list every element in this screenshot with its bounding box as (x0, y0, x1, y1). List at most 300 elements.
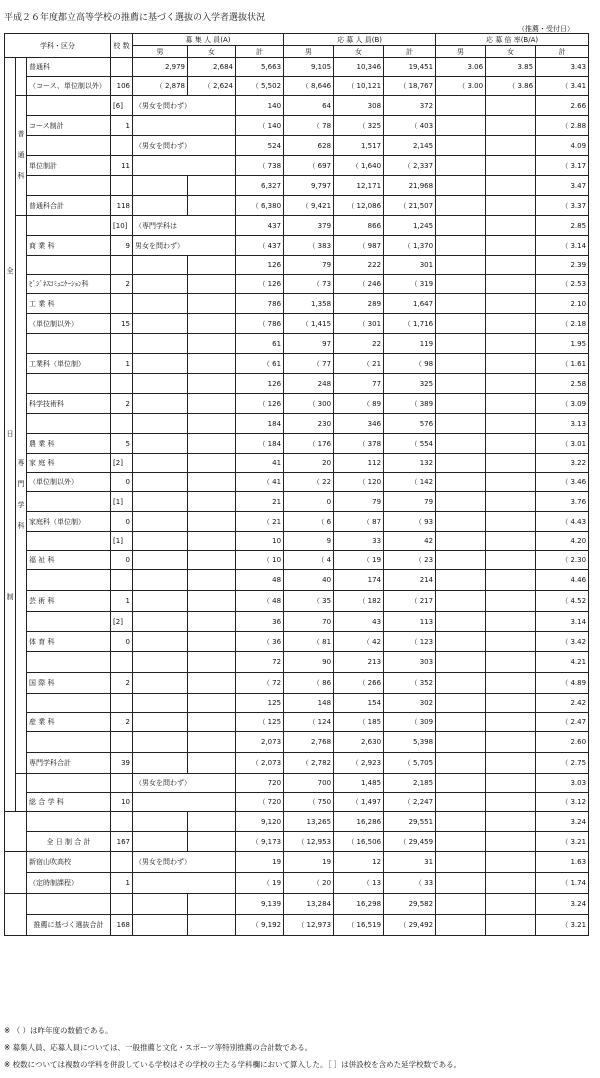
value-cell (486, 394, 536, 414)
row-label: 普通科合計 (27, 196, 111, 216)
school-count: 1 (111, 116, 133, 136)
value-cell: 119 (384, 334, 436, 354)
value-cell: （ 2,923 (334, 753, 384, 774)
value-cell (436, 216, 486, 236)
vertical-char: 制 (6, 593, 14, 601)
row-label (27, 334, 111, 354)
value-cell (188, 394, 236, 414)
value-cell: 628 (284, 136, 334, 156)
table-row (5, 136, 589, 156)
value-cell (486, 694, 536, 713)
value-cell: （ 3.41 (536, 77, 589, 96)
value-cell: （ 10 (236, 551, 284, 570)
value-cell: 79 (334, 492, 384, 512)
school-count (111, 732, 133, 753)
value-cell: 112 (334, 454, 384, 473)
note-cell: （男女を問わず） (133, 852, 236, 873)
table-row (5, 414, 589, 434)
value-cell (436, 176, 486, 196)
value-cell (133, 873, 236, 894)
value-cell: （ 176 (284, 434, 334, 454)
value-cell: （ 2,247 (384, 793, 436, 812)
table-row (5, 551, 589, 570)
value-cell: 10,346 (334, 58, 384, 77)
footnote: ※ 募集人員、応募人員については、一般推薦と文化・スポーツ等特別推薦の合計数である。 (4, 1043, 313, 1052)
value-cell: （ 5,502 (236, 77, 284, 96)
header-schools: 校 数 (111, 34, 133, 58)
header-recruit: 募 集 人 員(A) (133, 34, 284, 46)
value-cell: （ 3.37 (536, 196, 589, 216)
school-count (111, 58, 133, 77)
value-cell: （ 9,192 (236, 915, 284, 936)
value-cell (133, 492, 188, 512)
value-cell (133, 454, 188, 473)
table-row (5, 774, 589, 793)
value-cell: 372 (384, 96, 436, 116)
value-cell (133, 275, 188, 294)
table-row (5, 216, 589, 236)
row-label: コース制計 (27, 116, 111, 136)
value-cell: 379 (284, 216, 334, 236)
value-cell: （ 41 (236, 473, 284, 492)
row-label: 総 合 学 科 (27, 793, 111, 812)
header-total: 計 (384, 46, 436, 58)
school-count: 0 (111, 551, 133, 570)
value-cell: （ 378 (334, 434, 384, 454)
school-count: [2] (111, 612, 133, 632)
value-cell (486, 632, 536, 652)
school-count (111, 334, 133, 354)
value-cell: （ 77 (284, 354, 334, 374)
row-label: 国 際 科 (27, 673, 111, 694)
value-cell: （ 3.46 (536, 473, 589, 492)
value-cell (133, 434, 188, 454)
value-cell (133, 532, 188, 551)
value-cell (486, 915, 536, 936)
value-cell: （ 98 (384, 354, 436, 374)
value-cell: （ 9,421 (284, 196, 334, 216)
value-cell: （ 1,716 (384, 314, 436, 334)
value-cell: （ 1,497 (334, 793, 384, 812)
value-cell: 576 (384, 414, 436, 434)
value-cell (436, 612, 486, 632)
value-cell: 1.95 (536, 334, 589, 354)
value-cell: （ 1.61 (536, 354, 589, 374)
value-cell (188, 713, 236, 732)
row-label: 新宿山吹高校 (27, 852, 111, 873)
note-cell: （男女を問わず） (133, 96, 236, 116)
value-cell (486, 832, 536, 852)
value-cell: 9,105 (284, 58, 334, 77)
value-cell: 12 (334, 852, 384, 873)
row-label (27, 96, 111, 116)
value-cell: 13,284 (284, 894, 334, 915)
value-cell: （ 3.86 (486, 77, 536, 96)
spacer-cell (5, 894, 27, 936)
value-cell: 3.24 (536, 812, 589, 832)
value-cell: （ 720 (236, 793, 284, 812)
value-cell: 3.47 (536, 176, 589, 196)
value-cell (436, 812, 486, 832)
value-cell: 140 (236, 96, 284, 116)
value-cell (133, 832, 188, 852)
value-cell (486, 414, 536, 434)
value-cell: 77 (334, 374, 384, 394)
value-cell: （ 8,646 (284, 77, 334, 96)
value-cell: 1,485 (334, 774, 384, 793)
value-cell (133, 915, 188, 936)
value-cell (486, 294, 536, 314)
value-cell: 2.58 (536, 374, 589, 394)
school-count: 1 (111, 873, 133, 894)
school-count (111, 894, 133, 915)
school-count: 0 (111, 512, 133, 532)
value-cell: 3.14 (536, 612, 589, 632)
table-row (5, 812, 589, 832)
row-label (27, 812, 111, 832)
value-cell (486, 136, 536, 156)
value-cell: （ 19 (334, 551, 384, 570)
value-cell (133, 294, 188, 314)
value-cell: 222 (334, 256, 384, 275)
value-cell: 2,768 (284, 732, 334, 753)
table-row (5, 77, 589, 96)
value-cell (436, 652, 486, 673)
value-cell: 524 (236, 136, 284, 156)
value-cell (133, 812, 188, 832)
school-count (111, 812, 133, 832)
value-cell: 29,551 (384, 812, 436, 832)
value-cell: （ 2,782 (284, 753, 334, 774)
value-cell (436, 314, 486, 334)
school-count (111, 694, 133, 713)
row-label (27, 176, 111, 196)
row-label: ﾋﾞｼﾞﾈｽｺﾐｭﾆｹｰｼｮﾝ科 (27, 275, 111, 294)
unit-label: （推薦・受付日） (518, 25, 574, 33)
value-cell: （ 185 (334, 713, 384, 732)
school-count (111, 652, 133, 673)
value-cell: （ 33 (384, 873, 436, 894)
school-count: [2] (111, 454, 133, 473)
table-row (5, 591, 589, 612)
value-cell (188, 753, 236, 774)
value-cell (486, 753, 536, 774)
footnotes (4, 1022, 461, 1073)
value-cell: （ 48 (236, 591, 284, 612)
table-row (5, 116, 589, 136)
value-cell (188, 176, 236, 196)
value-cell: （ 120 (334, 473, 384, 492)
value-cell (436, 673, 486, 694)
value-cell: 2.60 (536, 732, 589, 753)
value-cell (436, 354, 486, 374)
value-cell: （ 22 (284, 473, 334, 492)
table-body (5, 58, 589, 936)
admission-table (4, 33, 589, 936)
school-count (111, 570, 133, 591)
value-cell: （ 12,953 (284, 832, 334, 852)
spacer-cell (16, 774, 27, 812)
table-row (5, 873, 589, 894)
table-row (5, 793, 589, 812)
value-cell: （ 217 (384, 591, 436, 612)
value-cell: （ 42 (334, 632, 384, 652)
row-label: 体 育 科 (27, 632, 111, 652)
table-row (5, 454, 589, 473)
spacer-cell (16, 58, 27, 96)
value-cell (188, 694, 236, 713)
school-count: 39 (111, 753, 133, 774)
value-cell (486, 374, 536, 394)
value-cell (133, 793, 236, 812)
value-cell (486, 532, 536, 551)
row-label: 福 祉 科 (27, 551, 111, 570)
value-cell: （ 309 (384, 713, 436, 732)
school-count (111, 852, 133, 873)
row-label (27, 694, 111, 713)
value-cell (436, 852, 486, 873)
school-count: 106 (111, 77, 133, 96)
value-cell (486, 551, 536, 570)
value-cell: （ 3.01 (536, 434, 589, 454)
value-cell: （ 1.74 (536, 873, 589, 894)
value-cell (133, 354, 188, 374)
value-cell (436, 136, 486, 156)
header-male: 男 (284, 46, 334, 58)
value-cell (436, 512, 486, 532)
value-cell: 2,073 (236, 732, 284, 753)
school-count (111, 414, 133, 434)
value-cell (436, 196, 486, 216)
table-row (5, 612, 589, 632)
value-cell: （ 2.88 (536, 116, 589, 136)
value-cell: 1,358 (284, 294, 334, 314)
value-cell: 3.22 (536, 454, 589, 473)
school-count: 1 (111, 591, 133, 612)
value-cell: （ 184 (236, 434, 284, 454)
value-cell: 97 (284, 334, 334, 354)
school-count (111, 256, 133, 275)
value-cell: 1.63 (536, 852, 589, 873)
value-cell (486, 434, 536, 454)
value-cell: 132 (384, 454, 436, 473)
table-row (5, 256, 589, 275)
value-cell: 29,582 (384, 894, 436, 915)
school-count (111, 294, 133, 314)
row-label: （定時制課程） (27, 873, 111, 894)
value-cell (188, 570, 236, 591)
value-cell: （ 23 (384, 551, 436, 570)
value-cell: 31 (384, 852, 436, 873)
value-cell: 325 (384, 374, 436, 394)
value-cell: （ 2.30 (536, 551, 589, 570)
table-row (5, 473, 589, 492)
school-count (111, 774, 133, 793)
value-cell: 16,298 (334, 894, 384, 915)
value-cell: 2,185 (384, 774, 436, 793)
value-cell (133, 570, 188, 591)
table-row (5, 176, 589, 196)
value-cell: 126 (236, 256, 284, 275)
value-cell: 6,327 (236, 176, 284, 196)
school-count: 1 (111, 354, 133, 374)
value-cell: （ 1,640 (334, 156, 384, 176)
value-cell: 213 (334, 652, 384, 673)
note-cell: （専門学科は (133, 216, 236, 236)
table-row (5, 394, 589, 414)
value-cell (133, 314, 188, 334)
value-cell (486, 116, 536, 136)
value-cell: （ 3.09 (536, 394, 589, 414)
row-label: 芸 術 科 (27, 591, 111, 612)
row-label (27, 894, 111, 915)
value-cell: （ 93 (384, 512, 436, 532)
value-cell (133, 414, 188, 434)
value-cell (188, 256, 236, 275)
school-count: 0 (111, 632, 133, 652)
value-cell: 70 (284, 612, 334, 632)
school-count: [6] (111, 96, 133, 116)
value-cell (133, 612, 188, 632)
value-cell (133, 753, 188, 774)
table-row (5, 374, 589, 394)
value-cell (188, 632, 236, 652)
value-cell (188, 414, 236, 434)
header-category: 学科・区分 (5, 34, 111, 58)
value-cell (188, 915, 236, 936)
value-cell: 10 (236, 532, 284, 551)
table-row (5, 236, 589, 256)
value-cell: 1,517 (334, 136, 384, 156)
value-cell: （ 987 (334, 236, 384, 256)
table-row (5, 532, 589, 551)
school-count: 5 (111, 434, 133, 454)
value-cell: （ 3.21 (536, 832, 589, 852)
value-cell: （ 78 (284, 116, 334, 136)
value-cell: 16,286 (334, 812, 384, 832)
school-count: [10] (111, 216, 133, 236)
value-cell (436, 694, 486, 713)
value-cell (486, 314, 536, 334)
value-cell: （ 4.89 (536, 673, 589, 694)
value-cell (486, 652, 536, 673)
value-cell: 3.43 (536, 58, 589, 77)
value-cell (486, 156, 536, 176)
value-cell: （ 3.14 (536, 236, 589, 256)
school-count: 0 (111, 473, 133, 492)
row-label: 家庭科（単位制） (27, 512, 111, 532)
value-cell: 303 (384, 652, 436, 673)
value-cell (486, 196, 536, 216)
value-cell: 64 (284, 96, 334, 116)
table-row (5, 694, 589, 713)
value-cell (486, 612, 536, 632)
school-count: [1] (111, 492, 133, 512)
value-cell: （ 123 (384, 632, 436, 652)
value-cell: 720 (236, 774, 284, 793)
table-row (5, 632, 589, 652)
school-count: 2 (111, 275, 133, 294)
value-cell: 4.46 (536, 570, 589, 591)
value-cell: （ 2.18 (536, 314, 589, 334)
value-cell: 40 (284, 570, 334, 591)
value-cell (436, 434, 486, 454)
value-cell (133, 894, 188, 915)
value-cell (436, 96, 486, 116)
value-cell: 19 (236, 852, 284, 873)
value-cell: 184 (236, 414, 284, 434)
value-cell: （ 125 (236, 713, 284, 732)
school-count (111, 374, 133, 394)
school-count: 11 (111, 156, 133, 176)
value-cell: 2,684 (188, 58, 236, 77)
row-label: （単位制以外） (27, 314, 111, 334)
value-cell: 1,647 (384, 294, 436, 314)
value-cell (436, 632, 486, 652)
value-cell: 2.66 (536, 96, 589, 116)
table-row (5, 894, 589, 915)
value-cell: 20 (284, 454, 334, 473)
value-cell: （ 266 (334, 673, 384, 694)
table-row (5, 96, 589, 116)
value-cell (188, 492, 236, 512)
value-cell: 2.85 (536, 216, 589, 236)
value-cell (436, 753, 486, 774)
value-cell (436, 915, 486, 936)
row-label (27, 612, 111, 632)
header-total: 計 (236, 46, 284, 58)
row-label: 工 業 科 (27, 294, 111, 314)
table-row (5, 294, 589, 314)
value-cell (486, 812, 536, 832)
value-cell: （ 6 (284, 512, 334, 532)
table-row (5, 673, 589, 694)
row-label (27, 136, 111, 156)
value-cell (486, 96, 536, 116)
row-label: 家 庭 科 (27, 454, 111, 473)
value-cell: 3.06 (436, 58, 486, 77)
value-cell: 148 (284, 694, 334, 713)
value-cell (188, 591, 236, 612)
row-label: 科学技術科 (27, 394, 111, 414)
value-cell (436, 774, 486, 793)
row-label: 普通科 (27, 58, 111, 77)
row-label (27, 570, 111, 591)
value-cell: 9 (284, 532, 334, 551)
value-cell: 48 (236, 570, 284, 591)
value-cell: 42 (384, 532, 436, 551)
value-cell: （ 2.53 (536, 275, 589, 294)
value-cell: 90 (284, 652, 334, 673)
table-row (5, 196, 589, 216)
school-count: 2 (111, 713, 133, 732)
value-cell: 41 (236, 454, 284, 473)
value-cell (436, 275, 486, 294)
footnote: ※ （ ）は昨年度の数値である。 (4, 1026, 113, 1035)
value-cell: （ 16,506 (334, 832, 384, 852)
value-cell: （ 13 (334, 873, 384, 894)
value-cell: （ 437 (236, 236, 284, 256)
row-label (27, 774, 111, 793)
value-cell: （ 21 (236, 512, 284, 532)
value-cell (188, 612, 236, 632)
value-cell: （ 4 (284, 551, 334, 570)
row-label (27, 732, 111, 753)
footnote: ※ 校数については複数の学科を併設している学校はその学校の主たる学科欄において算入した。［ ］は併設校を含めた延学校数である。 (4, 1060, 462, 1069)
value-cell: （ 21,507 (384, 196, 436, 216)
value-cell: 9,139 (236, 894, 284, 915)
spacer-cell (5, 852, 27, 894)
